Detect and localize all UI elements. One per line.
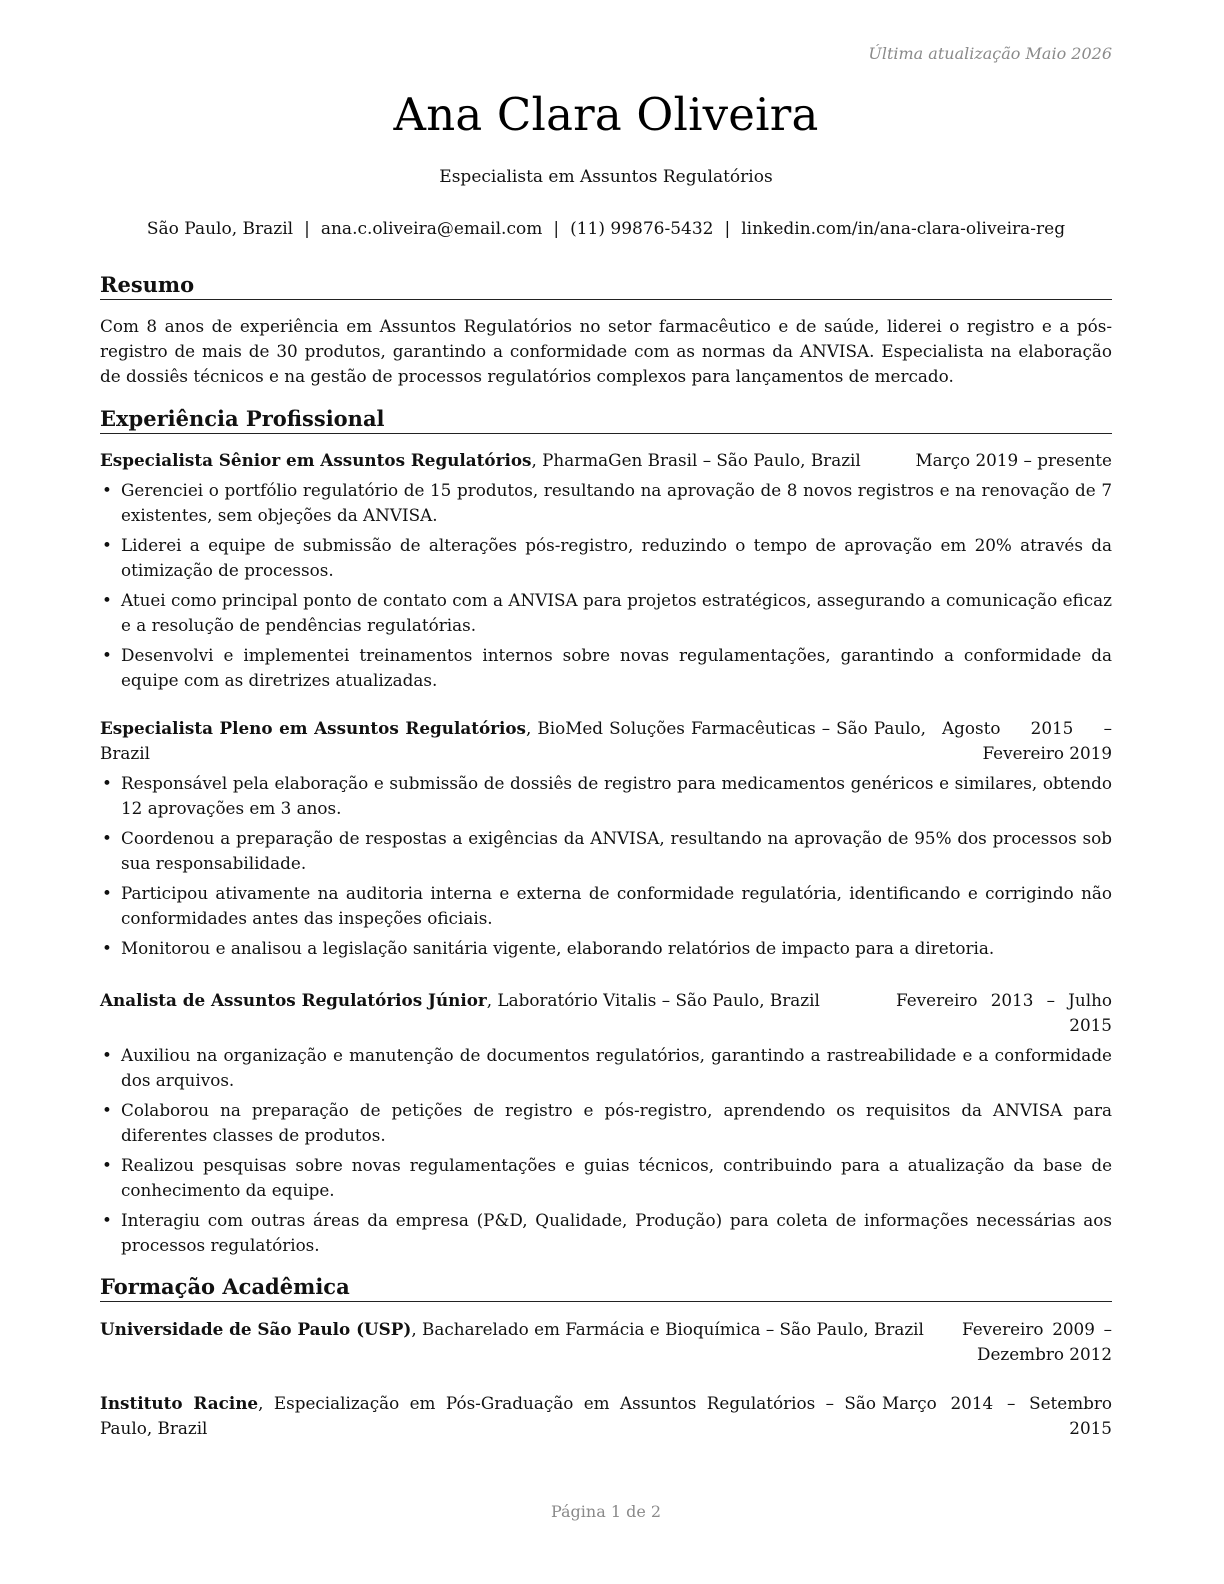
list-item: • Colaborou na preparação de petições de registro e pós-registro, aprendendo os requisitos da ANVISA para diferentes classes de produtos. (100, 1098, 1112, 1148)
contact-linkedin[interactable]: linkedin.com/in/ana-clara-oliveira-reg (741, 219, 1066, 239)
job-company: , BioMed Soluções Farmacêuticas – São Paulo, Brazil (100, 718, 926, 763)
education-entry (100, 1317, 1112, 1367)
education-dates: Março 2014 – Setembro 2015 (882, 1393, 1112, 1438)
list-item: • Realizou pesquisas sobre novas regulamentações e guias técnicos, contribuindo para a atualização da base de conhecimento da equipe. (100, 1153, 1112, 1203)
resume-page (100, 0, 1112, 1584)
candidate-headline: Especialista em Assuntos Regulatórios (439, 167, 773, 187)
education-detail: , Especialização em Pós-Graduação em Assuntos Regulatórios – São Paulo, Brazil (100, 1393, 876, 1438)
list-item: • Coordenou a preparação de respostas a exigências da ANVISA, resultando na aprovação de 95% dos processos sob sua responsabilidade. (100, 826, 1112, 876)
entry-title (100, 448, 899, 473)
contact-location: São Paulo, Brazil (146, 219, 294, 239)
contact-separator: | (724, 219, 731, 239)
job-role: Analista de Assuntos Regulatórios Júnior (100, 990, 487, 1010)
contact-separator: | (304, 219, 310, 239)
section-title-summary: Resumo (100, 272, 1112, 300)
job-dates: Agosto 2015 – Fevereiro 2019 (942, 718, 1112, 763)
contact-line (100, 219, 1112, 239)
contact-phone: (11) 99876-5432 (570, 219, 714, 239)
contact-email[interactable]: ana.c.oliveira@email.com (320, 219, 543, 239)
entry-header (100, 988, 1112, 1038)
job-bullets (100, 478, 1112, 693)
education-entry (100, 1391, 1112, 1441)
entry-header (100, 1391, 1112, 1441)
entry-title (100, 988, 880, 1038)
list-item: • Monitorou e analisou a legislação sanitária vigente, elaborando relatórios de impacto para a diretoria. (100, 936, 1112, 961)
job-dates: Fevereiro 2013 – Julho 2015 (896, 990, 1112, 1035)
list-item: • Liderei a equipe de submissão de alterações pós-registro, reduzindo o tempo de aprovação em 20% através da otimização de processos. (100, 533, 1112, 583)
experience-entry (100, 988, 1112, 1263)
list-item: • Atuei como principal ponto de contato com a ANVISA para projetos estratégicos, assegurando a comunicação eficaz e a resolução de pendências regulatórias. (100, 588, 1112, 638)
experience-entry (100, 716, 1112, 966)
job-company: , PharmaGen Brasil – São Paulo, Brazil (531, 450, 861, 470)
section-title-education: Formação Acadêmica (100, 1274, 1112, 1302)
education-dates: Fevereiro 2009 – Dezembro 2012 (962, 1319, 1112, 1364)
job-role: Especialista Pleno em Assuntos Regulatórios (100, 718, 526, 738)
job-bullets (100, 1043, 1112, 1258)
experience-entry (100, 448, 1112, 698)
list-item: • Responsável pela elaboração e submissão de dossiês de registro para medicamentos genéricos e similares, obtendo 12 aprovações em 3 anos. (100, 771, 1112, 821)
entry-title (100, 716, 926, 766)
candidate-name: Ana Clara Oliveira (393, 88, 819, 141)
education-detail: , Bacharelado em Farmácia e Bioquímica – São Paulo, Brazil (411, 1319, 924, 1339)
education-school: Universidade de São Paulo (USP) (100, 1319, 412, 1339)
entry-header (100, 1317, 1112, 1367)
last-updated: Última atualização Maio 2026 (868, 44, 1112, 63)
list-item: • Auxiliou na organização e manutenção de documentos regulatórios, garantindo a rastreabilidade e a conformidade dos arquivos. (100, 1043, 1112, 1093)
entry-header (100, 448, 1112, 473)
summary-text: Com 8 anos de experiência em Assuntos Regulatórios no setor farmacêutico e de saúde, liderei o registro e a pós-registro de mais de 30 produtos, garantindo a conformidade com as normas da ANVISA. Especialista na elaboração de dossiês técnicos e na gestão de processos regulatórios complexos para lançamentos de mercado. (100, 316, 1112, 386)
entry-header (100, 716, 1112, 766)
job-dates: Março 2019 – presente (915, 450, 1112, 470)
page-number: Página 1 de 2 (550, 1502, 662, 1521)
entry-title (100, 1391, 876, 1441)
list-item: • Desenvolvi e implementei treinamentos internos sobre novas regulamentações, garantindo a conformidade da equipe com as diretrizes atualizadas. (100, 643, 1112, 693)
section-title-experience: Experiência Profissional (100, 406, 1112, 434)
contact-separator: | (553, 219, 560, 239)
job-company: , Laboratório Vitalis – São Paulo, Brazil (486, 990, 820, 1010)
list-item: • Gerenciei o portfólio regulatório de 15 produtos, resultando na aprovação de 8 novos registros e na renovação de 7 existentes, sem objeções da ANVISA. (100, 478, 1112, 528)
list-item: • Interagiu com outras áreas da empresa (P&D, Qualidade, Produção) para coleta de informações necessárias aos processos regulatórios. (100, 1208, 1112, 1258)
job-role: Especialista Sênior em Assuntos Regulatórios (100, 450, 532, 470)
job-bullets (100, 771, 1112, 961)
entry-title (100, 1317, 956, 1367)
list-item: • Participou ativamente na auditoria interna e externa de conformidade regulatória, identificando e corrigindo não conformidades antes das inspeções oficiais. (100, 881, 1112, 931)
education-school: Instituto Racine (100, 1393, 259, 1413)
